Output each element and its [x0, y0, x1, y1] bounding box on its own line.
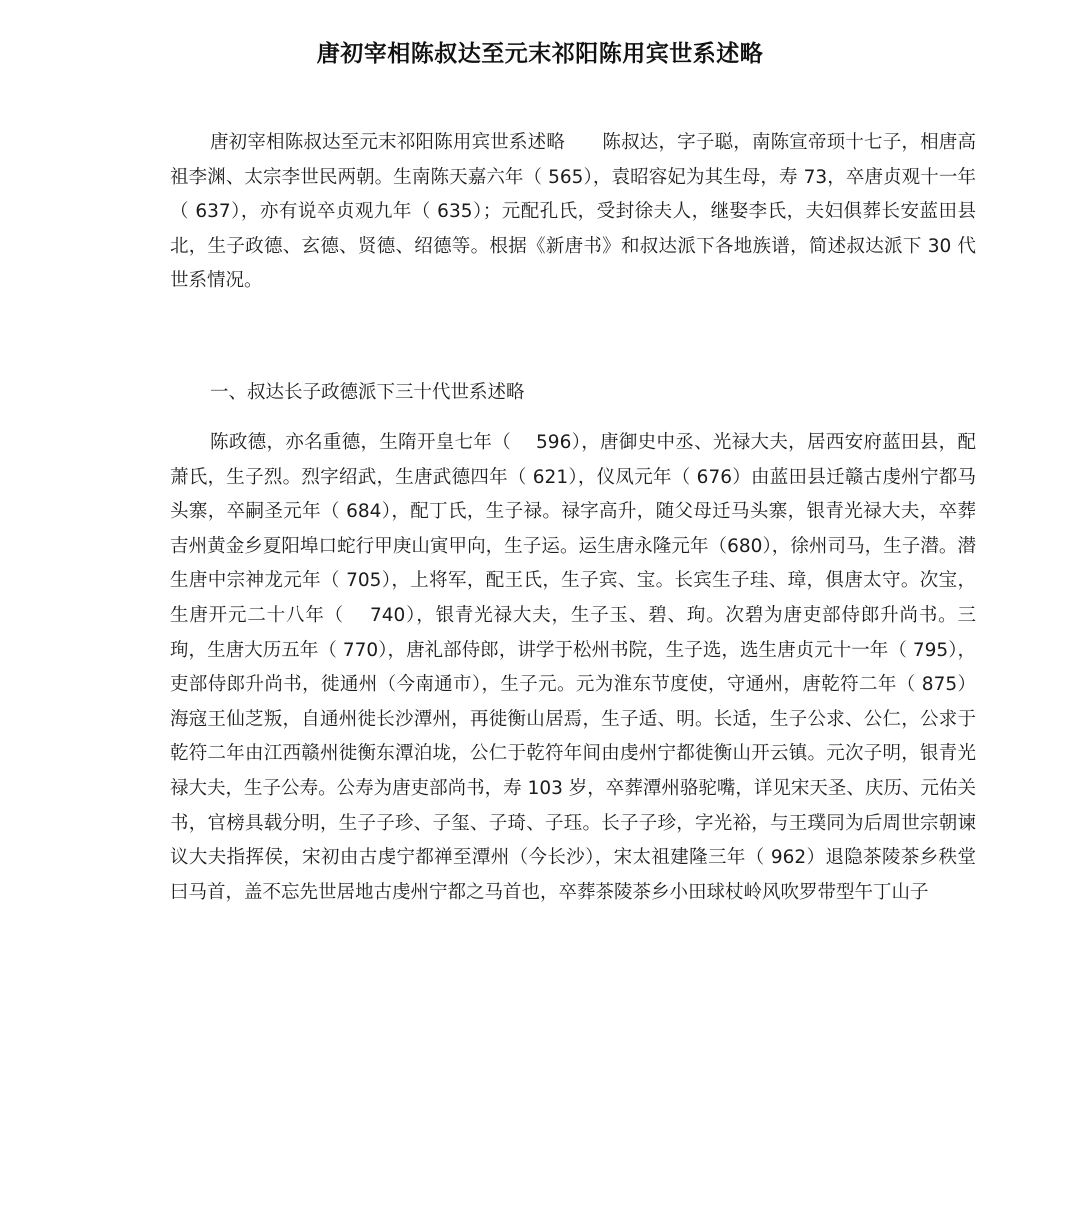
intro-section — [170, 126, 976, 299]
section-heading-block — [170, 376, 976, 411]
section-heading: 一、叔达长子政德派下三十代世系述略 — [210, 382, 525, 403]
intro-paragraph: 唐初宰相陈叔达至元末祁阳陈用宾世系述略 陈叔达，字子聪，南陈宣帝顼十七子，相唐高祖李渊、太宗李世民两朝。生南陈天嘉六年（ 565），袁昭容妃为其生母，寿 73，卒唐贞观十一年（ 637），亦有说卒贞观九年（ 635）；元配孔氏，受封徐夫人，继娶李氏，夫妇俱葬长安蓝田县北，生子政德、玄德、贤德、绍德等。根据《新唐书》和叔达派下各地族谱，简述叔达派下 30 代世系情况。 — [170, 132, 976, 292]
body-section — [170, 426, 976, 910]
document-title: 唐初宰相陈叔达至元末祁阳陈用宾世系述略 — [316, 41, 764, 67]
body-paragraph: 陈政德，亦名重德，生隋开皇七年（ 596），唐御史中丞、光禄大夫，居西安府蓝田县，配萧氏，生子烈。烈字绍武，生唐武德四年（ 621），仪凤元年（ 676）由蓝田县迁赣古虔州宁都马头寨，卒嗣圣元年（ 684），配丁氏，生子禄。禄字高升，随父母迁马头寨，银青光禄大夫，卒葬吉州黄金乡夏阳埠口蛇行甲庚山寅甲向，生子运。运生唐永隆元年（680），徐州司马，生子潜。潜生唐中宗神龙元年（ 705），上将军，配王氏，生子宾、宝。长宾生子珪、璋，俱唐太守。次宝，生唐开元二十八年（ 740），银青光禄大夫，生子玉、碧、珣。次碧为唐吏部侍郎升尚书。三珣，生唐大历五年（ 770），唐礼部侍郎，讲学于松州书院，生子选，选生唐贞元十一年（ 795），吏部侍郎升尚书，徙通州（今南通市），生子元。元为淮东节度使，守通州，唐乾符二年（ 875）海寇王仙芝叛，自通州徙长沙潭州，再徙衡山居焉，生子适、明。长适，生子公求、公仁，公求于乾符二年由江西赣州徙衡东潭泊垅，公仁于乾符年间由虔州宁都徙衡山开云镇。元次子明，银青光禄大夫，生子公寿。公寿为唐吏部尚书，寿 103 岁，卒葬潭州骆驼嘴，详见宋天圣、庆历、元佑关书，官榜具载分明，生子子珍、子玺、子琦、子珏。长子子珍，字光裕，与王璞同为后周世宗朝谏议大夫指挥侯，宋初由古虔宁都禅至潭州（今长沙），宋太祖建隆三年（ 962）退隐茶陵茶乡秩堂曰马首，盖不忘先世居地古虔州宁都之马首也，卒葬茶陵茶乡小田球杖岭风吹罗带型午丁山子 — [170, 432, 976, 903]
